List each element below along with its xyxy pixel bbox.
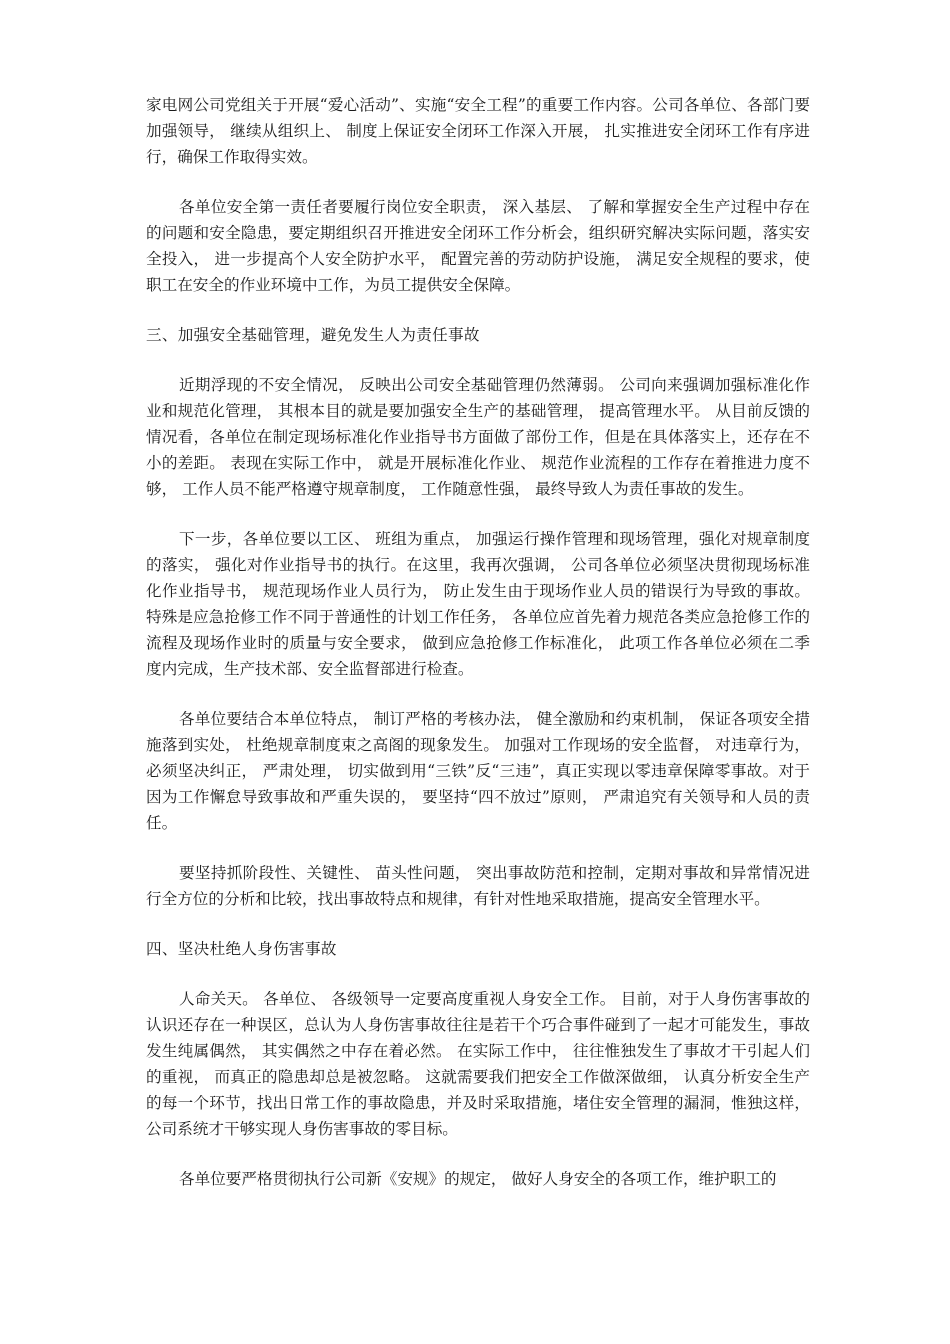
paragraph-1: 家电网公司党组关于开展“爱心活动”、实施“安全工程”的重要工作内容。公司各单位、各部门要加强领导， 继续从组织上、 制度上保证安全闭环工作深入开展， 扎实推进安全闭环工作有序进行，确保工作取得实效。 xyxy=(146,96,810,166)
section-heading-4: 四、坚决杜绝人身伤害事故 xyxy=(146,940,337,958)
paragraph-6: 要坚持抓阶段性、关键性、 苗头性问题， 突出事故防范和控制，定期对事故和异常情况进行全方位的分析和比较，找出事故特点和规律，有针对性地采取措施，提高安全管理水平。 xyxy=(146,864,810,908)
paragraph-7: 人命关天。 各单位、 各级领导一定要高度重视人身安全工作。 目前，对于人身伤害事故的认识还存在一种误区，总认为人身伤害事故往往是若干个巧合事件碰到了一起才可能发生，事故发生纯属偶然， 其实偶然之中存在着必然。 在实际工作中， 往往惟独发生了事故才干引起人们的重视， 而真正的隐患却总是被忽略。 这就需要我们把安全工作做深做细， 认真分析安全生产的每一个环节，找出日常工作的事故隐患，并及时采取措施，堵住安全管理的漏洞，惟独这样，公司系统才干够实现人身伤害事故的零目标。 xyxy=(146,990,810,1138)
paragraph-3: 近期浮现的不安全情况， 反映出公司安全基础管理仍然薄弱。 公司向来强调加强标准化作业和规范化管理， 其根本目的就是要加强安全生产的基础管理， 提高管理水平。 从目前反馈的情况看，各单位在制定现场标准化作业指导书方面做了部份工作，但是在具体落实上，还存在不小的差距。 表现在实际工作中， 就是开展标准化作业、 规范作业流程的工作存在着推进力度不够， 工作人员不能严格遵守规章制度， 工作随意性强， 最终导致人为责任事故的发生。 xyxy=(146,376,810,498)
section-heading-3: 三、加强安全基础管理，避免发生人为责任事故 xyxy=(146,326,480,344)
paragraph-5: 各单位要结合本单位特点， 制订严格的考核办法， 健全激励和约束机制， 保证各项安全措施落到实处， 杜绝规章制度束之高阁的现象发生。 加强对工作现场的安全监督， 对违章行为，必须坚决纠正， 严肃处理， 切实做到用“三铁”反“三违”，真正实现以零违章保障零事故。对于因为工作懈怠导致事故和严重失误的， 要坚持“四不放过”原则， 严肃追究有关领导和人员的责任。 xyxy=(146,710,810,832)
document-page xyxy=(146,92,810,1216)
paragraph-2: 各单位安全第一责任者要履行岗位安全职责， 深入基层、 了解和掌握安全生产过程中存在的问题和安全隐患，要定期组织召开推进安全闭环工作分析会，组织研究解决实际问题，落实安全投入， 进一步提高个人安全防护水平， 配置完善的劳动防护设施， 满足安全规程的要求，使职工在安全的作业环境中工作，为员工提供安全保障。 xyxy=(146,198,810,294)
paragraph-8: 各单位要严格贯彻执行公司新《安规》的规定， 做好人身安全的各项工作，维护职工的 xyxy=(179,1170,777,1188)
paragraph-4: 下一步，各单位要以工区、 班组为重点， 加强运行操作管理和现场管理，强化对规章制度的落实， 强化对作业指导书的执行。在这里，我再次强调， 公司各单位必须坚决贯彻现场标准化作业指导书， 规范现场作业人员行为， 防止发生由于现场作业人员的错误行为导致的事故。 特殊是应急抢修工作不同于普通性的计划工作任务， 各单位应首先着力规范各类应急抢修工作的流程及现场作业时的质量与安全要求， 做到应急抢修工作标准化， 此项工作各单位必须在二季度内完成，生产技术部、安全监督部进行检查。 xyxy=(146,530,810,678)
